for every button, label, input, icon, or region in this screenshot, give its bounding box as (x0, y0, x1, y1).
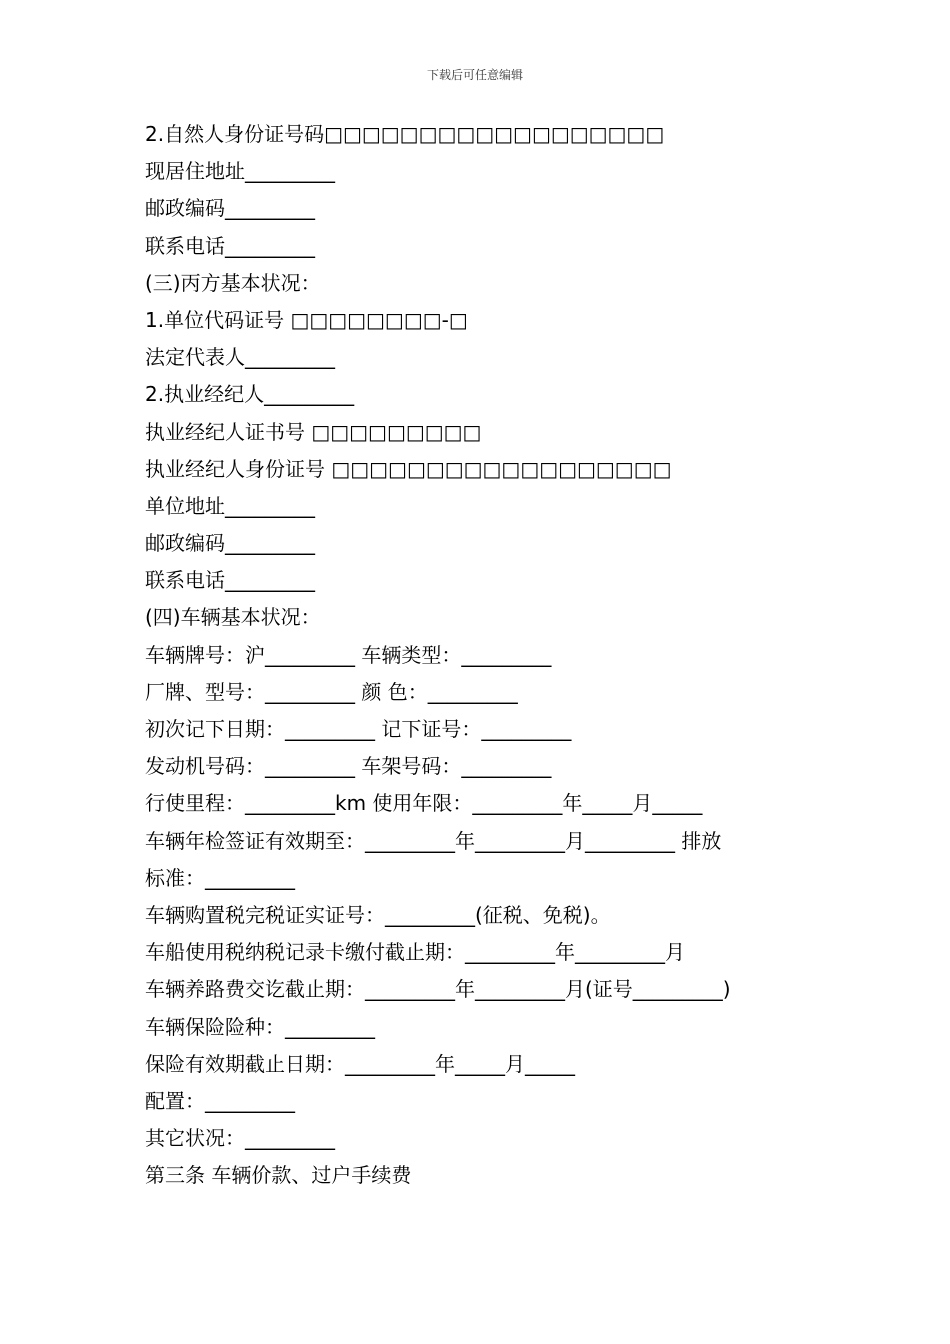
text-line: 配置：_________ (145, 1088, 295, 1113)
text-line: 车辆保险险种：_________ (145, 1014, 375, 1039)
text-line: 发动机号码：_________ 车架号码：_________ (145, 754, 552, 779)
text-line: 车辆年检签证有效期至：_________年_________月_________ 排放 (145, 828, 722, 853)
text-line: 执业经纪人证书号 □□□□□□□□□ (145, 419, 482, 444)
text-line: 厂牌、型号：_________ 颜 色：_________ (145, 679, 518, 704)
text-line: 车辆养路费交讫截止期：_________年_________月(证号_________) (145, 977, 731, 1002)
text-line: 1.单位代码证号 □□□□□□□□-□ (145, 307, 468, 332)
section-heading: (三)丙方基本状况： (145, 270, 321, 295)
text-line: 法定代表人_________ (145, 345, 335, 370)
text-line: 执业经纪人身份证号 □□□□□□□□□□□□□□□□□□ (145, 456, 672, 481)
text-line: 标准：_________ (145, 865, 295, 890)
text-line: 邮政编码_________ (145, 196, 315, 221)
text-line: 车辆牌号：沪_________ 车辆类型：_________ (145, 642, 552, 667)
section-heading: (四)车辆基本状况： (145, 605, 321, 630)
text-line: 2.自然人身份证号码□□□□□□□□□□□□□□□□□□ (145, 122, 665, 146)
text-line: 邮政编码_________ (145, 531, 315, 556)
text-line: 车辆购置税完税证实证号：_________(征税、免税)。 (145, 902, 611, 927)
text-line: 保险有效期截止日期：_________年_____月_____ (145, 1051, 575, 1076)
text-line: 联系电话_________ (145, 233, 315, 258)
article-heading: 第三条 车辆价款、过户手续费 (145, 1163, 412, 1188)
text-line: 现居住地址_________ (145, 159, 335, 184)
text-line: 行使里程：_________km 使用年限：_________年_____月_____ (145, 791, 703, 816)
text-line: 其它状况：_________ (145, 1126, 335, 1151)
text-line: 单位地址_________ (145, 493, 315, 518)
text-line: 联系电话_________ (145, 568, 315, 593)
text-line: 车船使用税纳税记录卡缴付截止期：_________年_________月 (145, 940, 685, 965)
text-line: 初次记下日期：_________ 记下证号：_________ (145, 717, 572, 741)
document-body (145, 116, 845, 1194)
page-header: 下载后可任意编辑 (426, 68, 523, 82)
text-line: 2.执业经纪人_________ (145, 382, 355, 407)
